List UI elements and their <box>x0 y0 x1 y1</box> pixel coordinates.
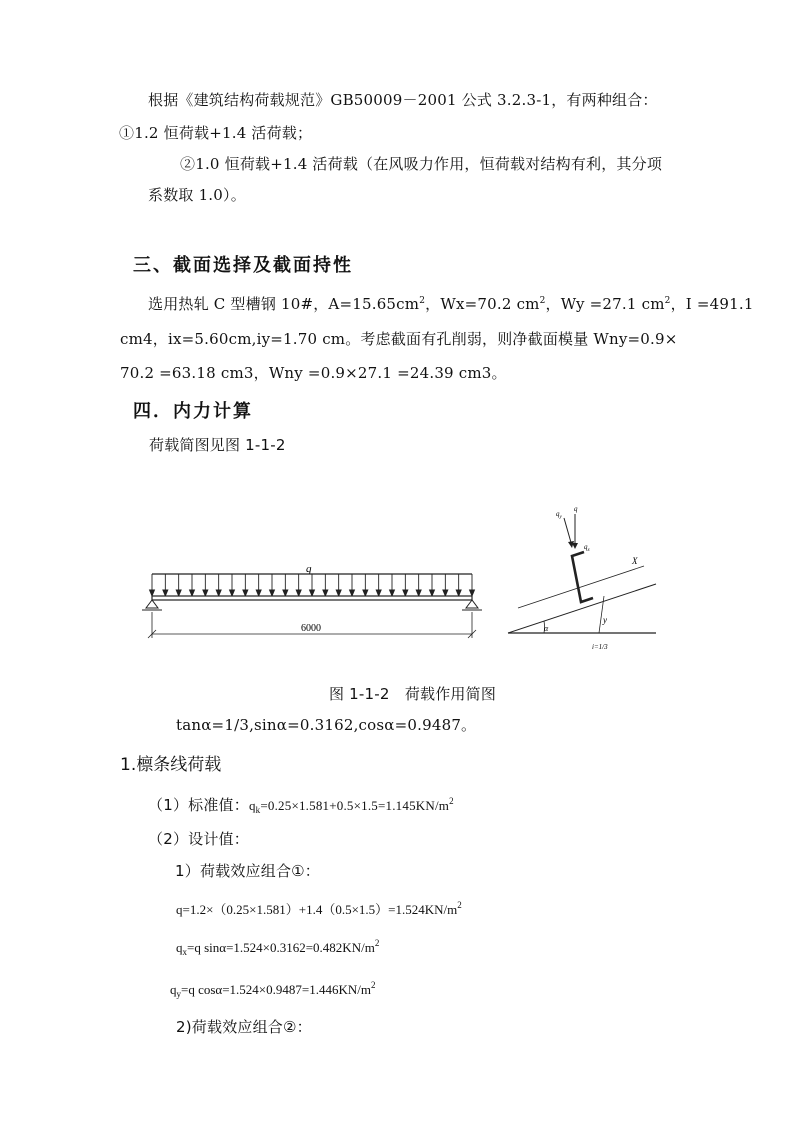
load-arrow-head <box>323 590 328 596</box>
qy-label: $q_y$ <box>556 510 562 520</box>
equation-q: $q=1.2\times(0.25\times 1.581)+1.4(0.5\times 1.5)=1.524KN/m^2$ <box>176 900 462 917</box>
combo-2-label: 2)荷载效应组合②： <box>176 1018 312 1036</box>
angle-label: α <box>544 624 549 633</box>
right-support-icon <box>466 600 478 608</box>
load-arrow-head <box>283 590 288 596</box>
load-arrow-head <box>270 590 275 596</box>
load-arrow-head <box>296 590 301 596</box>
trig-values: tanα=1/3,sinα=0.3162,cosα=0.9487。 <box>176 716 477 734</box>
figure-reference: 荷载简图见图 1-1-2 <box>149 436 286 454</box>
section-properties-line-3: 70.2 =63.18 cm3，Wny =0.9×27.1 =24.39 cm3。 <box>120 364 507 382</box>
load-arrow-head <box>350 590 355 596</box>
section-properties-line-1: 选用热轧 C 型槽钢 10#，$A=15.65cm^2$，Wx=70.2 $cm^2$，Wy =27.1 $cm^2$，I =491.1 <box>148 295 754 313</box>
load-arrow-head <box>443 590 448 596</box>
load-arrow-head <box>256 590 261 596</box>
load-arrow-head <box>163 590 168 596</box>
q-label: q <box>574 505 578 513</box>
section-4-heading: 四．内力计算 <box>133 401 253 422</box>
load-arrow-head <box>216 590 221 596</box>
load-arrow-head <box>150 590 155 596</box>
standard-value-line: （1）标准值：$q_k=0.25\times 1.581+0.5\times 1.5=1.145KN/m^2$ <box>148 796 454 815</box>
slope-label: i=1/3 <box>592 643 608 651</box>
subsection-1-heading: 1.檩条线荷载 <box>120 755 222 775</box>
intro-line: 根据《建筑结构荷载规范》GB50009－2001 公式 3.2.3-1，有两种组合： <box>148 91 658 109</box>
axis-x-label: X <box>632 556 638 566</box>
load-arrow-head <box>176 590 181 596</box>
load-arrow-head <box>403 590 408 596</box>
qx-label: $q_x$ <box>584 543 590 553</box>
load-arrow-head <box>230 590 235 596</box>
load-arrow-head <box>243 590 248 596</box>
channel-section <box>572 552 593 602</box>
load-arrow-head <box>456 590 461 596</box>
load-arrow-head <box>310 590 315 596</box>
combo-1-label: 1）荷载效应组合①： <box>175 862 320 880</box>
load-arrow-head <box>390 590 395 596</box>
load-arrow-head <box>376 590 381 596</box>
combination-2: ②1.0 恒荷载+1.4 活荷载（在风吸力作用，恒荷载对结构有利，其分项 <box>180 155 663 173</box>
load-arrow-head <box>470 590 475 596</box>
section-properties-line-2: cm4，ix=5.60cm,iy=1.70 cm。考虑截面有孔削弱，则净截面模量 Wny=0.9× <box>120 330 678 348</box>
span-label: 6000 <box>301 623 321 634</box>
section-3-heading: 三、截面选择及截面持性 <box>133 255 353 276</box>
axis-y-label: y <box>603 615 607 625</box>
left-support-icon <box>146 600 158 608</box>
beam <box>152 596 472 600</box>
load-arrow-head <box>203 590 208 596</box>
design-value-label: （2）设计值： <box>148 830 249 848</box>
equation-qx: $q_x=q$ $\sin\alpha=1.524\times 0.3162=0.482KN/m^2$ <box>176 938 380 957</box>
load-arrow-head <box>430 590 435 596</box>
equation-qy: $q_y=q$ $\cos\alpha=1.524\times 0.9487=1.446KN/m^2$ <box>170 980 376 999</box>
load-arrow-head <box>336 590 341 596</box>
load-arrow-head <box>190 590 195 596</box>
combination-2-cont: 系数取 1.0）。 <box>148 186 246 204</box>
load-q-label: q <box>306 563 312 575</box>
load-arrow-head <box>416 590 421 596</box>
figure-caption: 图 1-1-2 荷载作用简图 <box>329 685 497 703</box>
combination-1: ①1.2 恒荷载+1.4 活荷载； <box>119 124 313 142</box>
beam-load-diagram <box>138 560 488 640</box>
purlin-section-diagram <box>504 500 659 652</box>
load-arrow-head <box>363 590 368 596</box>
